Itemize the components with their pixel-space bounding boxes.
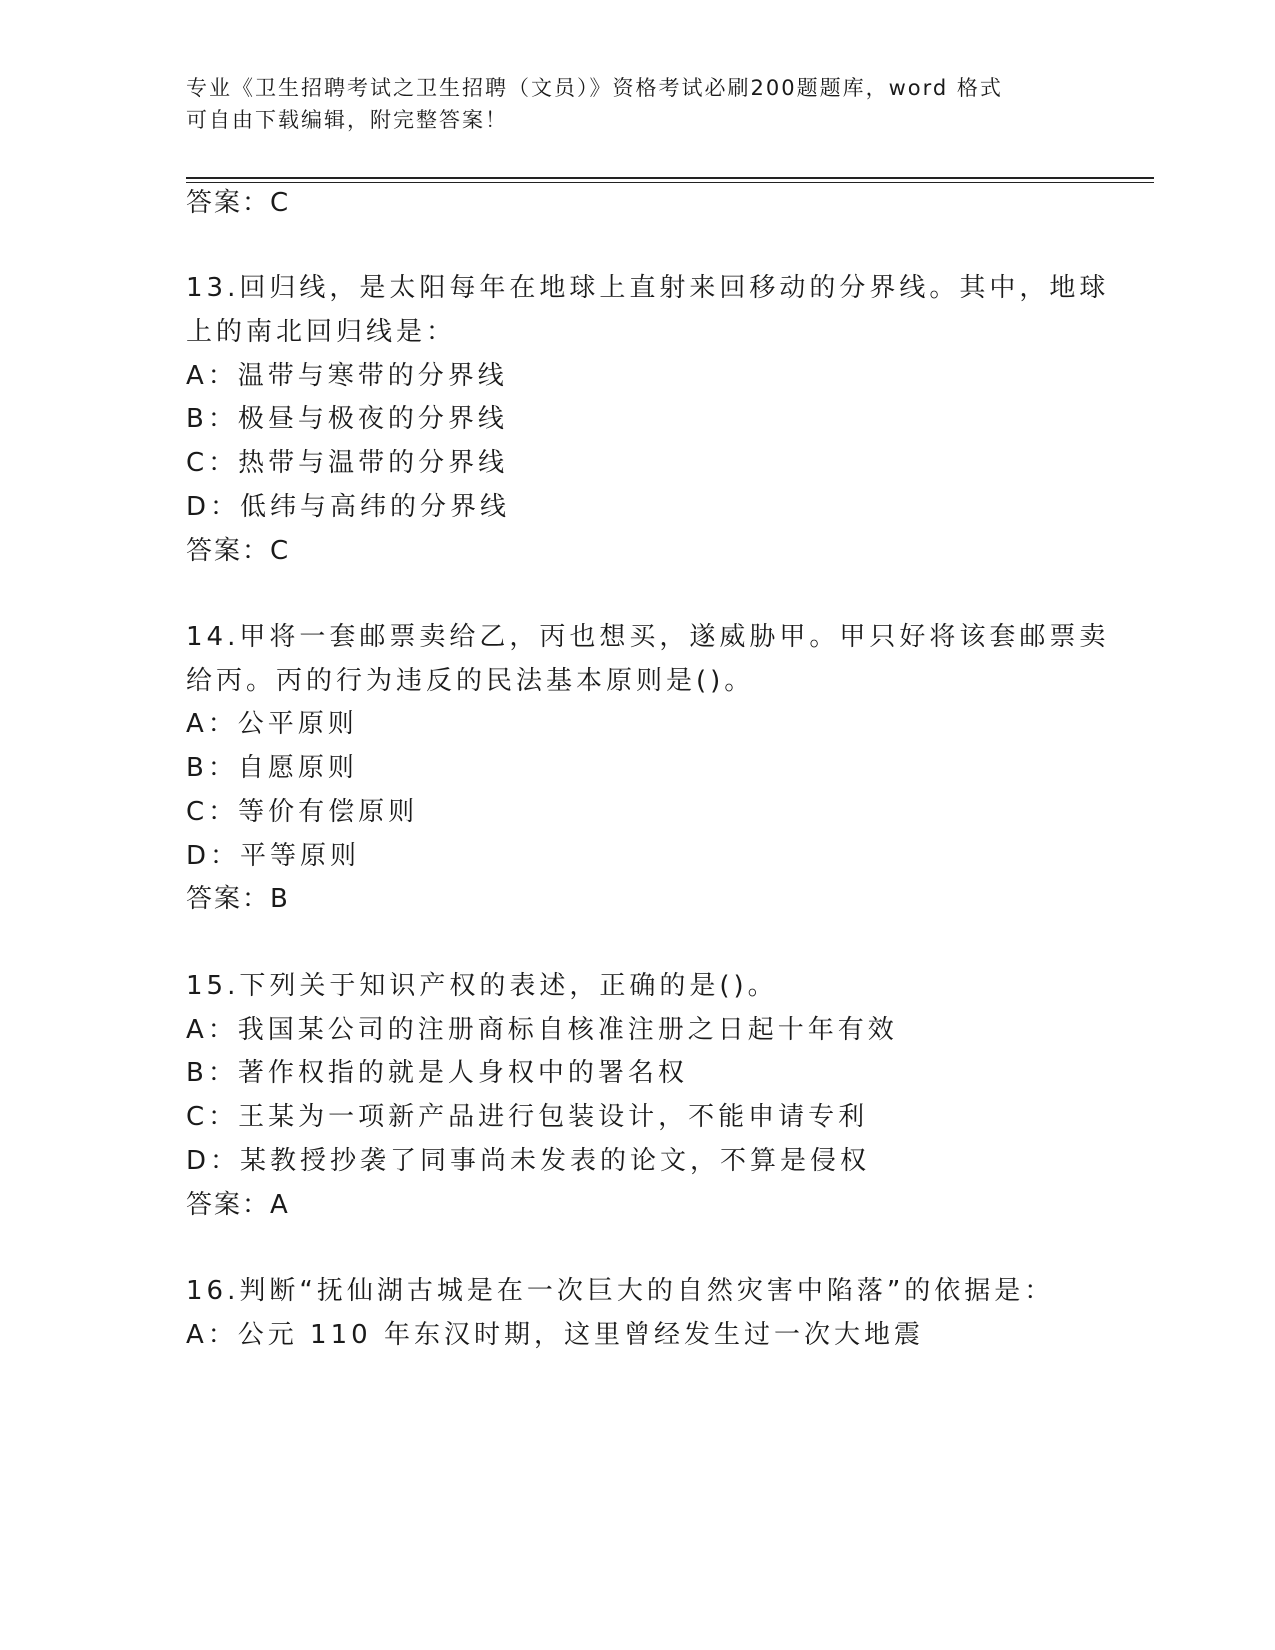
- question-13-option-d: D：低纬与高纬的分界线: [186, 492, 511, 522]
- header-divider-thin: [186, 182, 1154, 183]
- question-15-option-a: A：我国某公司的注册商标自核准注册之日起十年有效: [186, 1015, 898, 1045]
- question-15-stem-line-1: 15.下列关于知识产权的表述，正确的是()。: [186, 971, 778, 1001]
- question-13-option-c: C：热带与温带的分界线: [186, 448, 509, 478]
- question-15-option-b: B：著作权指的就是人身权中的署名权: [186, 1058, 688, 1088]
- question-14-option-c: C：等价有偿原则: [186, 797, 419, 827]
- question-13-answer: 答案：C: [186, 536, 291, 566]
- question-13-option-a: A：温带与寒带的分界线: [186, 361, 508, 391]
- question-14-option-a: A：公平原则: [186, 709, 358, 739]
- question-13-stem-line-2: 上的南北回归线是：: [186, 317, 457, 347]
- question-15-option-d: D：某教授抄袭了同事尚未发表的论文，不算是侵权: [186, 1146, 871, 1176]
- question-16-stem-line-1: 16.判断“抚仙湖古城是在一次巨大的自然灾害中陷落”的依据是：: [186, 1276, 1055, 1306]
- header-line-1: 专业《卫生招聘考试之卫生招聘（文员）》资格考试必刷200题题库，word 格式: [186, 76, 1003, 100]
- question-14-stem-line-1: 14.甲将一套邮票卖给乙，丙也想买，遂威胁甲。甲只好将该套邮票卖: [186, 622, 1110, 652]
- question-16-option-a: A：公元 110 年东汉时期，这里曾经发生过一次大地震: [186, 1320, 924, 1350]
- document-header: [186, 72, 1066, 136]
- question-14-option-d: D：平等原则: [186, 841, 361, 871]
- header-divider: [186, 177, 1154, 179]
- question-13-option-b: B：极昼与极夜的分界线: [186, 404, 508, 434]
- header-line-2: 可自由下载编辑，附完整答案！: [186, 108, 508, 132]
- question-14-stem-line-2: 给丙。丙的行为违反的民法基本原则是()。: [186, 666, 755, 696]
- question-15-option-c: C：王某为一项新产品进行包装设计，不能申请专利: [186, 1102, 869, 1132]
- question-14-option-b: B：自愿原则: [186, 753, 358, 783]
- question-14-answer: 答案：B: [186, 884, 290, 914]
- question-15-answer: 答案：A: [186, 1190, 290, 1220]
- previous-answer: 答案：C: [186, 188, 291, 218]
- question-13-stem-line-1: 13.回归线，是太阳每年在地球上直射来回移动的分界线。其中，地球: [186, 273, 1110, 303]
